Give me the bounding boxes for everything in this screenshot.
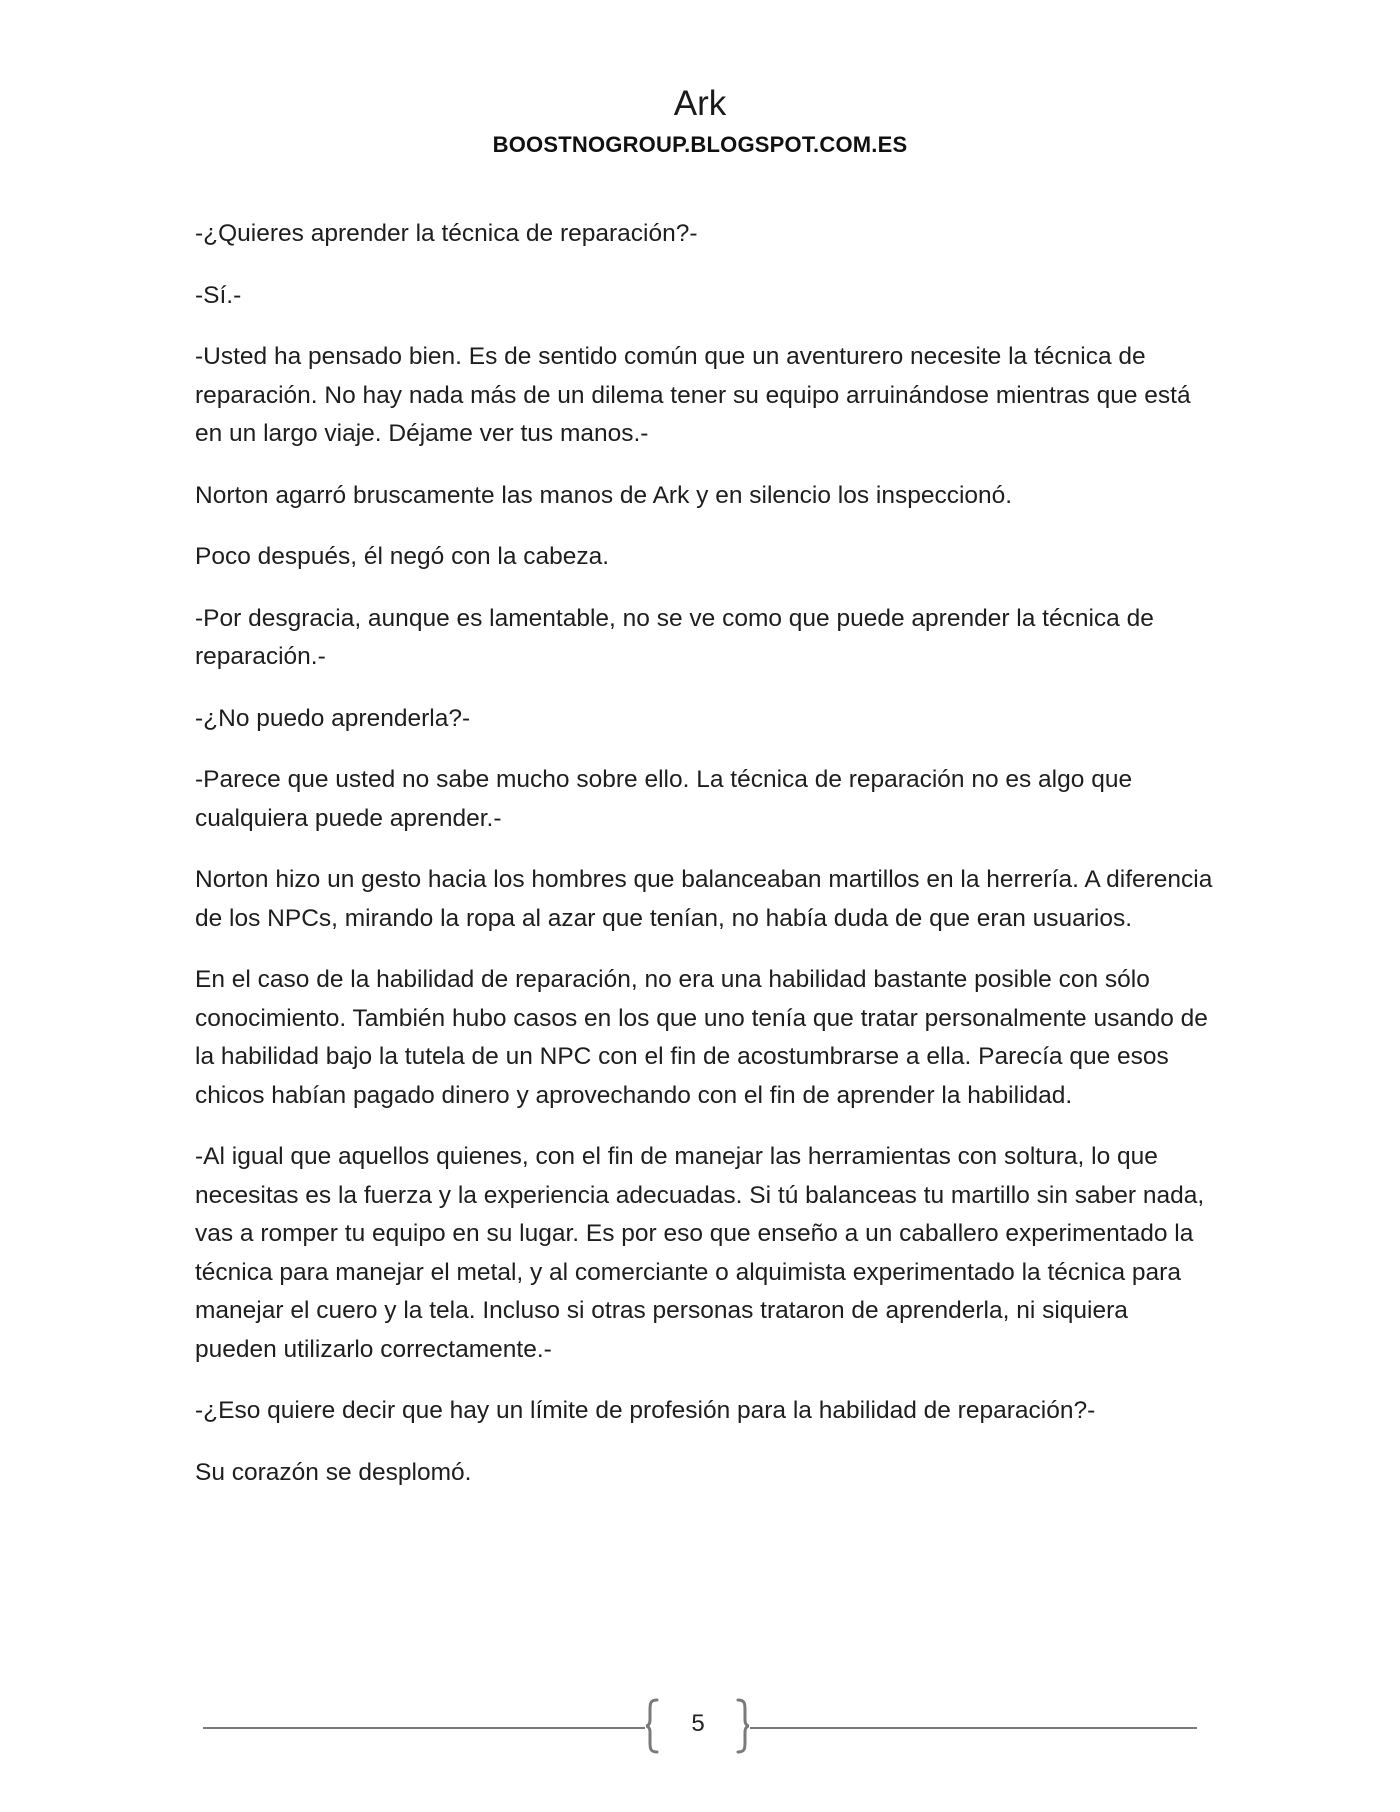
page-footer	[0, 1694, 1400, 1764]
left-bracket-icon	[645, 1698, 659, 1754]
footer-rule-left	[203, 1727, 645, 1729]
paragraph: -Sí.-	[195, 281, 242, 309]
paragraph: -Usted ha pensado bien. Es de sentido común que un aventurero necesite la técnica de reparación. No hay nada más de un dilema tener su equipo arruinándose mientras que está en un largo viaje. Déjame ver tus manos.-	[195, 343, 1191, 447]
paragraph: Poco después, él negó con la cabeza.	[195, 543, 610, 570]
paragraph: -¿No puedo aprenderla?-	[195, 704, 471, 732]
site-url: BOOSTNOGROUP.BLOGSPOT.COM.ES	[492, 132, 908, 157]
page-number: 5	[691, 1710, 705, 1737]
body-text	[195, 215, 1215, 1515]
paragraph: En el caso de la habilidad de reparación, no era una habilidad bastante posible con sólo conocimiento. También hubo casos en los que uno tenía que tratar personalmente usando de la habilidad bajo la tutela de un NPC con el fin de acostumbrarse a ella. Parecía que esos chicos habían pagado dinero y aprovechando con el fin de aprender la habilidad.	[195, 966, 1208, 1109]
footer-rule-right	[750, 1727, 1197, 1729]
paragraph: -Parece que usted no sabe mucho sobre ello. La técnica de reparación no es algo que cualquiera puede aprender.-	[195, 766, 1133, 832]
paragraph: -¿Eso quiere decir que hay un límite de profesión para la habilidad de reparación?-	[195, 1397, 1096, 1424]
book-title: Ark	[673, 84, 727, 123]
right-bracket-icon	[736, 1698, 750, 1754]
paragraph: -¿Quieres aprender la técnica de reparación?-	[195, 220, 698, 247]
page-header	[0, 82, 1400, 160]
paragraph: Norton hizo un gesto hacia los hombres que balanceaban martillos en la herrería. A diferencia de los NPCs, mirando la ropa al azar que tenían, no había duda de que eran usuarios.	[195, 866, 1213, 932]
paragraph: Su corazón se desplomó.	[195, 1458, 472, 1486]
paragraph: -Por desgracia, aunque es lamentable, no se ve como que puede aprender la técnica de reparación.-	[195, 604, 1154, 670]
paragraph: Norton agarró bruscamente las manos de Ark y en silencio los inspeccionó.	[195, 481, 1013, 509]
paragraph: -Al igual que aquellos quienes, con el fin de manejar las herramientas con soltura, lo que necesitas es la fuerza y la experiencia adecuadas. Si tú balanceas tu martillo sin saber nada, vas a romper tu equipo en su lugar. Es por eso que enseño a un caballero experimentado la técnica para manejar el metal, y al comerciante o alquimista experimentado la técnica para manejar el cuero y la tela. Incluso si otras personas trataron de aprenderla, ni siquiera pueden utilizarlo correctamente.-	[195, 1143, 1205, 1363]
